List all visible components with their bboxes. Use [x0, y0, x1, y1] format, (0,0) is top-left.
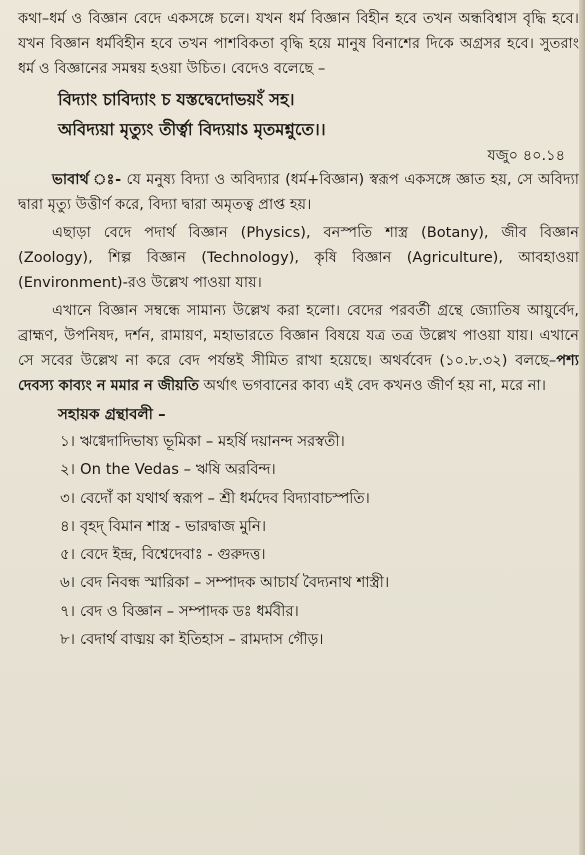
reference-item: ৬। বেদ নিবন্ধ স্মারিকা – সম্পাদক আচার্য বৈদ্যনাথ শাস্ত্রী। [60, 574, 390, 592]
meaning-text: যে মনুষ্য বিদ্যা ও অবিদ্যার (ধর্ম+বিজ্ঞান) স্বরূপ একসঙ্গে জ্ঞাত হয়, সে অবিদ্যা দ্বারা মৃত্যু উত্তীর্ণ করে, বিদ্যা দ্বারা অমৃতত্ব প্রাপ্ত হয়। [18, 171, 579, 213]
references-title: সহায়ক গ্রন্থাবলী – [58, 405, 166, 423]
reference-item: ২। On the Vedas – ঋষি অরবিন্দ। [60, 461, 276, 479]
page-edge [579, 0, 585, 855]
science-branches-paragraph: এছাড়া বেদে পদার্থ বিজ্ঞান (Physics), বনস্পতি শাস্ত্র (Botany), জীব বিজ্ঞান (Zoology), শিল্প বিজ্ঞান (Technology), কৃষি বিজ্ঞান (Agriculture), আবহাওয়া (Environment)-রও উল্লেখ পাওয়া যায়। [18, 224, 579, 291]
reference-item: ৪। বৃহদ্ বিমান শাস্ত্র - ভারদ্বাজ মুনি। [60, 517, 267, 535]
verse-reference: যজু০ ৪০.১৪ [487, 148, 565, 164]
verse-line-2: অবিদ্যয়া মৃত্যুং তীর্ত্বা বিদ্যয়াऽ মৃতমশ্নুতে।। [58, 120, 326, 139]
atharvaveda-quote: পশ্য দেবস্য কাব্যং ন মমার ন জীয়তি [18, 352, 579, 394]
reference-item: ৮। বেদার্থ বাঙ্ময় কা ইতিহাস – রামদাস গৌড়। [60, 631, 324, 649]
later-texts-paragraph [18, 298, 579, 398]
meaning-label: ভাবার্থ ঃ- [52, 171, 122, 188]
verse-line-1: বিদ্যাং চাবিদ্যাং চ যস্তদ্বেদোভয়ংঁ সহ। [58, 90, 295, 109]
reference-item: ৭। বেদ ও বিজ্ঞান – সম্পাদক ডঃ ধর্মবীর। [60, 602, 299, 620]
reference-item: ৫। বেদে ইন্দ্র, বিশ্বেদেবাঃ - গুরুদত্ত। [60, 546, 266, 564]
meaning-paragraph [18, 167, 579, 217]
intro-paragraph: কথা–ধর্ম ও বিজ্ঞান বেদে একসঙ্গে চলে। যখন ধর্ম বিজ্ঞান বিহীন হবে তখন অন্ধবিশ্বাস বৃদ্ধি হবে। যখন বিজ্ঞান ধর্মবিহীন হবে তখন পাশবিকতা বৃদ্ধি হয়ে মানুষ বিনাশের দিকে অগ্রসর হবে। সুতরাং ধর্ম ও বিজ্ঞানের সমন্বয় হওয়া উচিত। বেদেও বলেছে – [18, 10, 579, 77]
references-list [18, 428, 579, 654]
reference-item: ১। ঋগ্বেদাদিভাষ্য ভূমিকা – মহর্ষি দয়ানন্দ সরস্বতী। [60, 433, 345, 450]
reference-item: ৩। বেদোঁ কা যথার্থ স্বরূপ – শ্রী ধর্মদেব বিদ্যাবাচস্পতি। [60, 489, 370, 507]
later-texts-text: এখানে বিজ্ঞান সম্বন্ধে সামান্য উল্লেখ করা হলো। বেদের পরবর্তী গ্রন্থে জ্যোতিষ আয়ুর্বেদ, ব্রাহ্মণ, উপনিষদ, দর্শন, রামায়ণ, মহাভারতে বিজ্ঞান বিষয়ে যত্র তত্র উল্লেখ পাওয়া যায়। এখানে সে সবের উল্লেখ না করে বেদ পর্যন্তই সীমিত রাখা হয়েছে। অথর্ববেদ (১০.৮.৩২) বলছে– [18, 302, 579, 369]
later-texts-tail: অর্থাৎ ভগবানের কাব্য এই বেদ কখনও জীর্ণ হয় না, মরে না। [198, 377, 546, 394]
